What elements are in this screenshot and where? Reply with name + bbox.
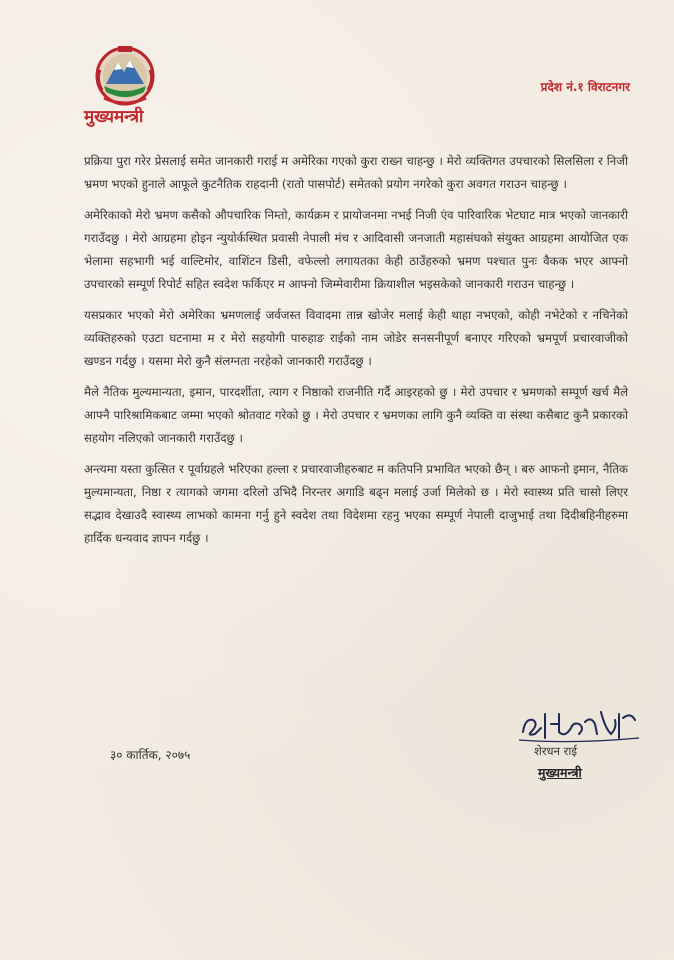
paragraph: अन्त्यमा यस्ता कुत्सित र पूर्वाग्रहले भरिएका हल्ला र प्रचारवाजीहरुबाट म कतिपनि प्रभावित भएको छैन् । बरु आफनो इमान, नैतिक मुल्यमान्यता, निष्ठा र त्यागको जगमा दरिलो उभिदै निरन्तर अगाडि बढ्न मलाई उर्जा मिलेको छ । मेरो स्वास्थ्य प्रति चासो लिएर सद्भाव देखाउदै स्वास्थ्य लाभको कामना गर्नु हुने स्वदेश तथा विदेशमा रहनु भएका सम्पूर्ण नेपाली दाजुभाई तथा दिदीबहिनीहरुमा हार्दिक धन्यवाद ज्ञापन गर्दछु । xyxy=(84,462,628,545)
paragraph: मैले नैतिक मुल्यमान्यता, इमान, पारदर्शीता, त्याग र निष्ठाको राजनीति गर्दै आइरहको छु । मेरो उपचार र भ्रमणको सम्पूर्ण खर्च मैले आफ्नै पारिश्रामिकबाट जम्मा भएको श्रोतवाट गरेको छु । मेरो उपचार र भ्रमणका लागि कुनै व्यक्ति वा संस्था कसैबाट कुनै प्रकारको सहयोग नलिएको जानकारी गराउँदछु । xyxy=(84,385,628,445)
signer-name: शेरधन राई xyxy=(534,744,577,758)
paragraph: यसप्रकार भएको मेरो अमेरिका भ्रमणलाई जर्वजस्त विवादमा तान्न खोजेर मलाई केही थाहा नभएको, कोही नभेटेको र नचिनेको व्यक्तिहरुको एउटा घटनामा म र मेरो सहयोगी पारुहाङ राईको नाम जोडेर सनसनीपूर्ण बनाएर गरिएको भ्रमपूर्ण प्रचारवाजीको खण्डन गर्दछु । यसमा मेरो कुनै संलग्नता नरहेको जानकारी गराउँदछु । xyxy=(84,308,628,368)
letter-date: ३० कार्तिक, २०७५ xyxy=(110,748,191,762)
signer-title: मुख्यमन्त्री xyxy=(538,765,582,780)
paragraph: प्रक्रिया पुरा गरेर प्रेसलाई समेत जानकारी गराई म अमेरिका गएको कुरा राख्न चाहन्छु । मेरो व्यक्तिगत उपचारको सिलसिला र निजी भ्रमण भएको हुनाले आफूले कुटनैतिक राहदानी (रातो पासपोर्ट) समेतको प्रयोग नगरेको कुरा अवगत गराउन चाहन्छु । xyxy=(84,154,628,191)
nepal-emblem-icon xyxy=(90,40,160,110)
letter-body xyxy=(84,150,628,558)
emblem-label: मुख्यमन्त्री xyxy=(84,107,144,127)
province-label: प्रदेश नं.१ विराटनगर xyxy=(540,80,630,94)
paragraph: अमेरिकाको मेरो भ्रमण कसैको औपचारिक निम्तो, कार्यक्रम र प्रायोजनमा नभई निजी एंव पारिवारिक भेटघाट मात्र भएको जानकारी गराउँदछु । मेरो आग्रहमा होइन न्युयोर्कस्थित प्रवासी नेपाली मंच र आदिवासी जनजाती महासंघको संयुक्त आग्रहमा आयोजित एक भेलामा सहभागी भई वाल्टिमोर, वाशिंटन डिसी, वफेल्लो लगायतका केही ठाउँहरुको भ्रमण पश्चात पुनः वैकक भएर आफ्नो उपचारको सम्पूर्ण रिपोर्ट सहित स्वदेश फर्किएर म आफ्नो जिम्मेवारीमा क्रियाशील भइसकेको जानकारी गराउन चाहन्छु । xyxy=(84,208,628,291)
signature-icon xyxy=(515,698,645,748)
